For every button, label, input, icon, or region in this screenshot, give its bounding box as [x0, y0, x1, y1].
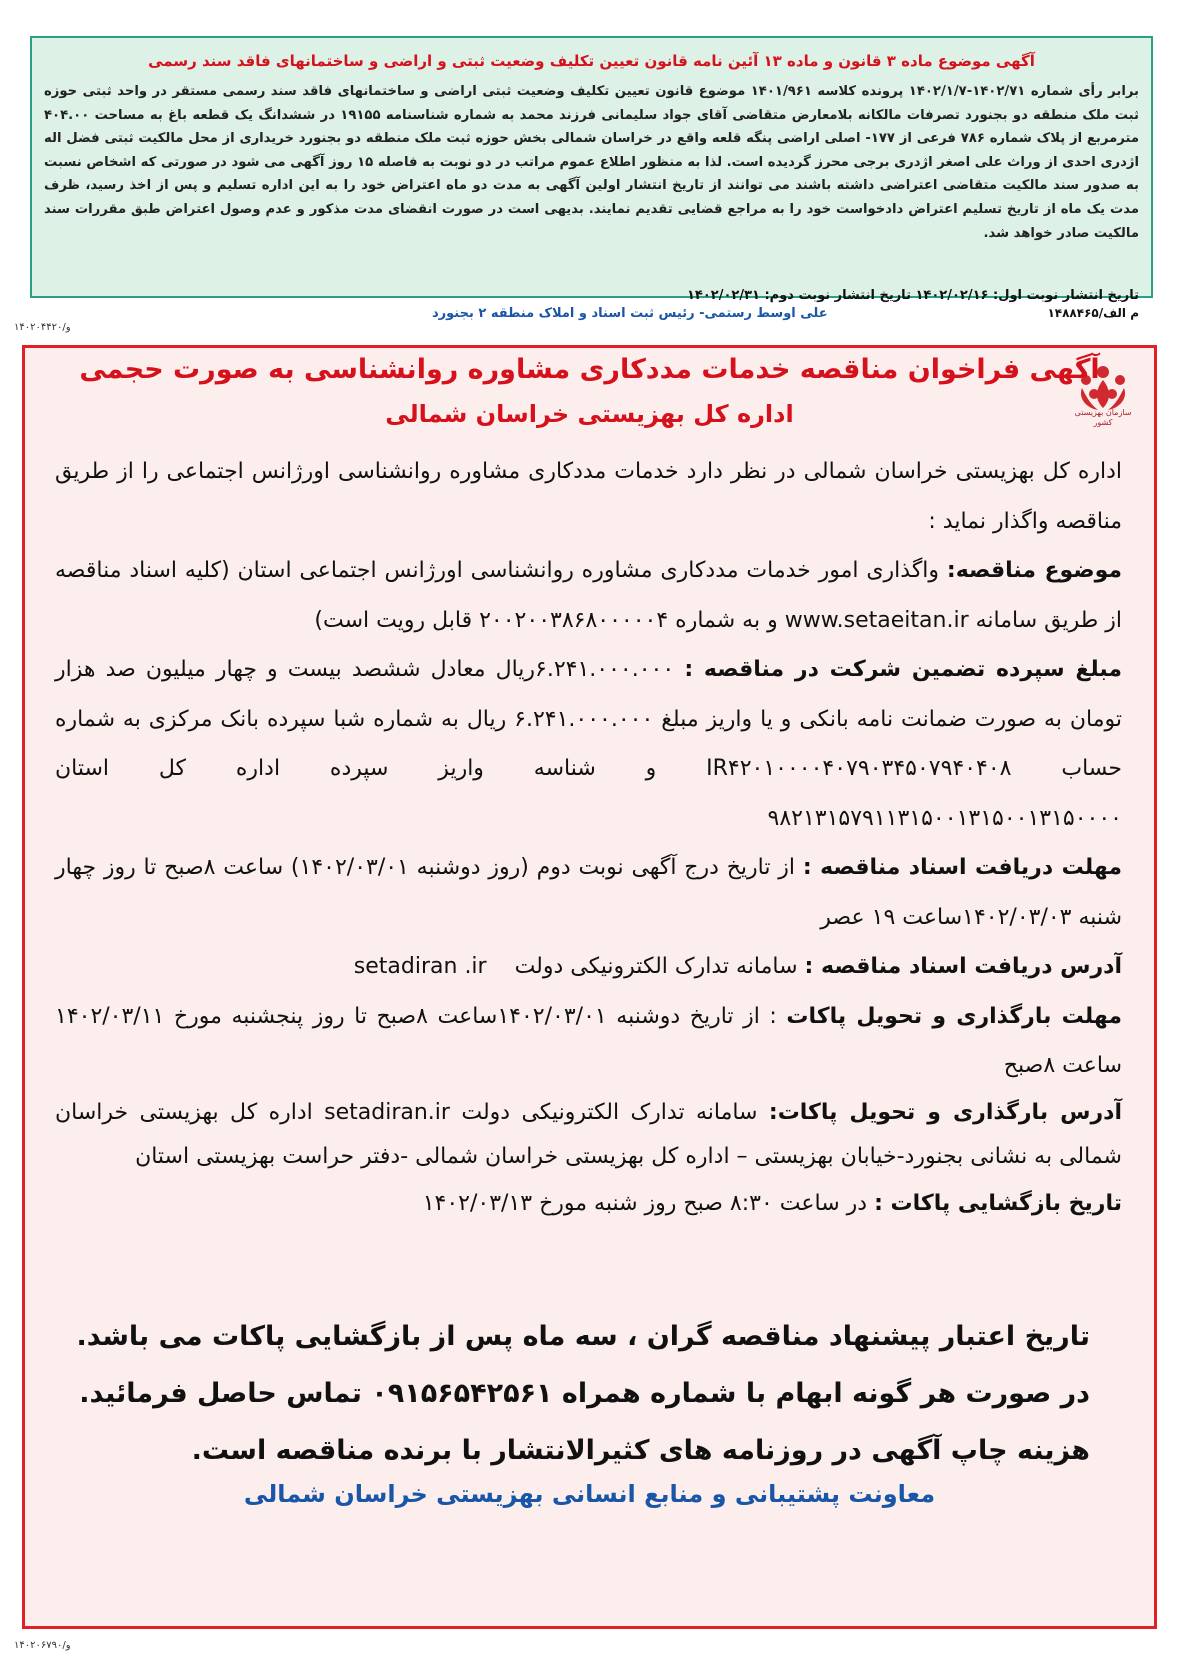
- opening-label: تاریخ بازگشایی پاکات :: [874, 1190, 1122, 1216]
- contact-statement: در صورت هر گونه ابهام با شماره همراه ۰۹۱۵۶۵۴۲۵۶۱ تماس حاصل فرمائید.: [79, 1378, 1090, 1409]
- subject-label: موضوع مناقصه:: [946, 558, 1122, 583]
- address-paragraph: [55, 942, 1122, 992]
- receive-text: از تاریخ درج آگهی نوبت دوم (روز دوشنبه ۱۴۰۲/۰۳/۰۱) ساعت ۸صبح تا روز چهار شنبه ۱۴۰۲/۰۳/۰۳ساعت ۱۹ عصر: [55, 855, 1122, 930]
- notice-signature: علی اوسط رستمی- رئیس ثبت اسناد و املاک منطقه ۲ بجنورد: [432, 306, 828, 321]
- registration-notice: [30, 36, 1153, 321]
- intro-paragraph: اداره کل بهزیستی خراسان شمالی در نظر دارد خدمات مددکاری مشاوره روانشناسی اورژانس اجتماعی را از طریق مناقصه واگذار نماید :: [55, 459, 1122, 534]
- receive-label: مهلت دریافت اسناد مناقصه :: [802, 855, 1123, 880]
- validity-statement: تاریخ اعتبار پیشنهاد مناقصه گران ، سه ماه پس از بازگشایی پاکات می باشد.: [76, 1321, 1090, 1352]
- address-text: سامانه تدارک الکترونیکی دولت: [514, 954, 798, 979]
- subject-tail: و به شماره ۲۰۰۲۰۰۳۸۶۸۰۰۰۰۰۴ قابل رویت است): [314, 607, 778, 633]
- upload-address-label: آدرس بارگذاری و تحویل پاکات:: [768, 1099, 1122, 1125]
- opening-paragraph: [55, 1179, 1122, 1229]
- upload-address-paragraph: [55, 1091, 1122, 1179]
- upload-text: : از تاریخ دوشنبه ۱۴۰۲/۰۳/۰۱ساعت ۸صبح تا روز پنجشنبه مورخ ۱۴۰۲/۰۳/۱۱ ساعت ۸صبح: [55, 1003, 1122, 1078]
- deposit-paragraph: [55, 645, 1122, 843]
- notice-id: ۱۴۰۲۰۴۴۲۰/و: [14, 322, 71, 333]
- closing-statements: [55, 1308, 1090, 1479]
- receive-paragraph: [55, 843, 1122, 942]
- tender-title: آگهی فراخوان مناقصه خدمات مددکاری مشاوره روانشناسی به صورت حجمی: [79, 354, 1100, 385]
- opening-text: در ساعت ۸:۳۰ صبح روز شنبه مورخ ۱۴۰۲/۰۳/۱۳: [422, 1190, 868, 1216]
- subject-paragraph: [55, 546, 1122, 645]
- notice-body: برابر رأی شماره ۱۴۰۲/۷۱-۱۴۰۲/۱/۷ پرونده کلاسه ۱۴۰۱/۹۶۱ موضوع قانون تعیین تکلیف وضعیت ثبتی اراضی و ساختمانهای فاقد سند رسمی مستقر در واحد ثبتی حوزه ثبت ملک منطقه دو بجنورد تصرفات مالکانه بلامعارض متقاضی آقای جواد سلیمانی فرزند محمد به شماره شناسنامه ۱۹۱۵۵ در ششدانگ یک قطعه باغ به مساحت ۴۰۴.۰۰ مترمربع از پلاک شماره ۷۸۶ فرعی از ۱۷۷- اصلی اراضی پنگه قلعه واقع در خراسان شمالی بخش حوزه ثبت ملک منطقه دو بجنورد خریداری از محل مالکیت ثبتی فضل اله اژدری احدی از وراث علی اصغر اژدری برجی محرز گردیده است. لذا به منظور اطلاع عموم مراتب در دو نوبت به فاصله ۱۵ روز آگهی می شود در صورتی که اشخاص نسبت به صدور سند مالکیت متقاضی اعتراضی داشته باشند می توانند از تاریخ انتشار اولین آگهی به مدت دو ماه اعتراض خود را به این اداره تسلیم و پس از اخذ رسید، ظرف مدت یک ماه از تاریخ تسلیم اعتراض دادخواست خود را به مراجع قضایی تقدیم نمایند. بدیهی است در صورت انقضای مدت مذکور و عدم وصول اعتراض طبق مقررات سند مالکیت صادر خواهد شد.: [44, 84, 1139, 241]
- notice-code: م الف/۱۴۸۸۴۶۵: [1047, 306, 1139, 320]
- deposit-text: ۶.۲۴۱.۰۰۰.۰۰۰ریال معادل ششصد بیست و چهار میلیون صد هزار تومان به صورت ضمانت نامه بانکی و یا واریز مبلغ ۶.۲۴۱.۰۰۰.۰۰۰ ریال به شماره شبا سپرده بانک مرکزی به شماره حساب IR۴۲۰۱۰۰۰۰۴۰۷۹۰۳۴۵۰۷۹۴۰۴۰۸ و شناسه واریز سپرده اداره کل استان ۹۸۲۱۳۱۵۷۹۱۱۳۱۵۰۰۱۳۱۵۰۰۱۳۱۵۰۰۰۰: [55, 657, 1122, 831]
- subject-site-link[interactable]: www.setaeitan.ir: [784, 607, 969, 633]
- upload-paragraph: [55, 992, 1122, 1091]
- tender-body: [55, 447, 1122, 1228]
- deposit-label: مبلغ سپرده تضمین شرکت در مناقصه :: [684, 657, 1122, 682]
- tender-notice: [22, 345, 1157, 1629]
- address-site-link[interactable]: setadiran .ir: [353, 954, 487, 979]
- notice-title: آگهی موضوع ماده ۳ قانون و ماده ۱۳ آئین نامه قانون تعیین تکلیف وضعیت ثبتی و اراضی و ساختمانهای فاقد سند رسمی: [148, 52, 1035, 70]
- subject-text: واگذاری امور خدمات مددکاری مشاوره روانشناسی اورژانس اجتماعی استان (کلیه اسناد مناقصه از طریق سامانه: [55, 558, 1122, 633]
- tender-footer: معاونت پشتیبانی و منابع انسانی بهزیستی خراسان شمالی: [243, 1480, 936, 1508]
- cost-statement: هزینه چاپ آگهی در روزنامه های کثیرالانتشار با برنده مناقصه است.: [191, 1435, 1090, 1466]
- tender-subtitle: اداره کل بهزیستی خراسان شمالی: [385, 400, 794, 428]
- logo-caption: سازمان بهزیستی کشور: [1074, 408, 1132, 427]
- address-label: آدرس دریافت اسناد مناقصه :: [804, 954, 1122, 979]
- tender-id: ۱۴۰۲۰۶۷۹۰/و: [14, 1640, 71, 1651]
- upload-label: مهلت بارگذاری و تحویل پاکات: [786, 1003, 1123, 1029]
- publish-dates: تاریخ انتشار نوبت اول: ۱۴۰۲/۰۲/۱۶ تاریخ انتشار نوبت دوم: ۱۴۰۲/۰۲/۳۱: [686, 288, 1139, 303]
- upload-address-text: سامانه تدارک الکترونیکی دولت setadiran.ir اداره کل بهزیستی خراسان شمالی به نشانی بجنورد-خیابان بهزیستی – اداره کل بهزیستی خراسان شمالی -دفتر حراست بهزیستی استان: [55, 1099, 1122, 1169]
